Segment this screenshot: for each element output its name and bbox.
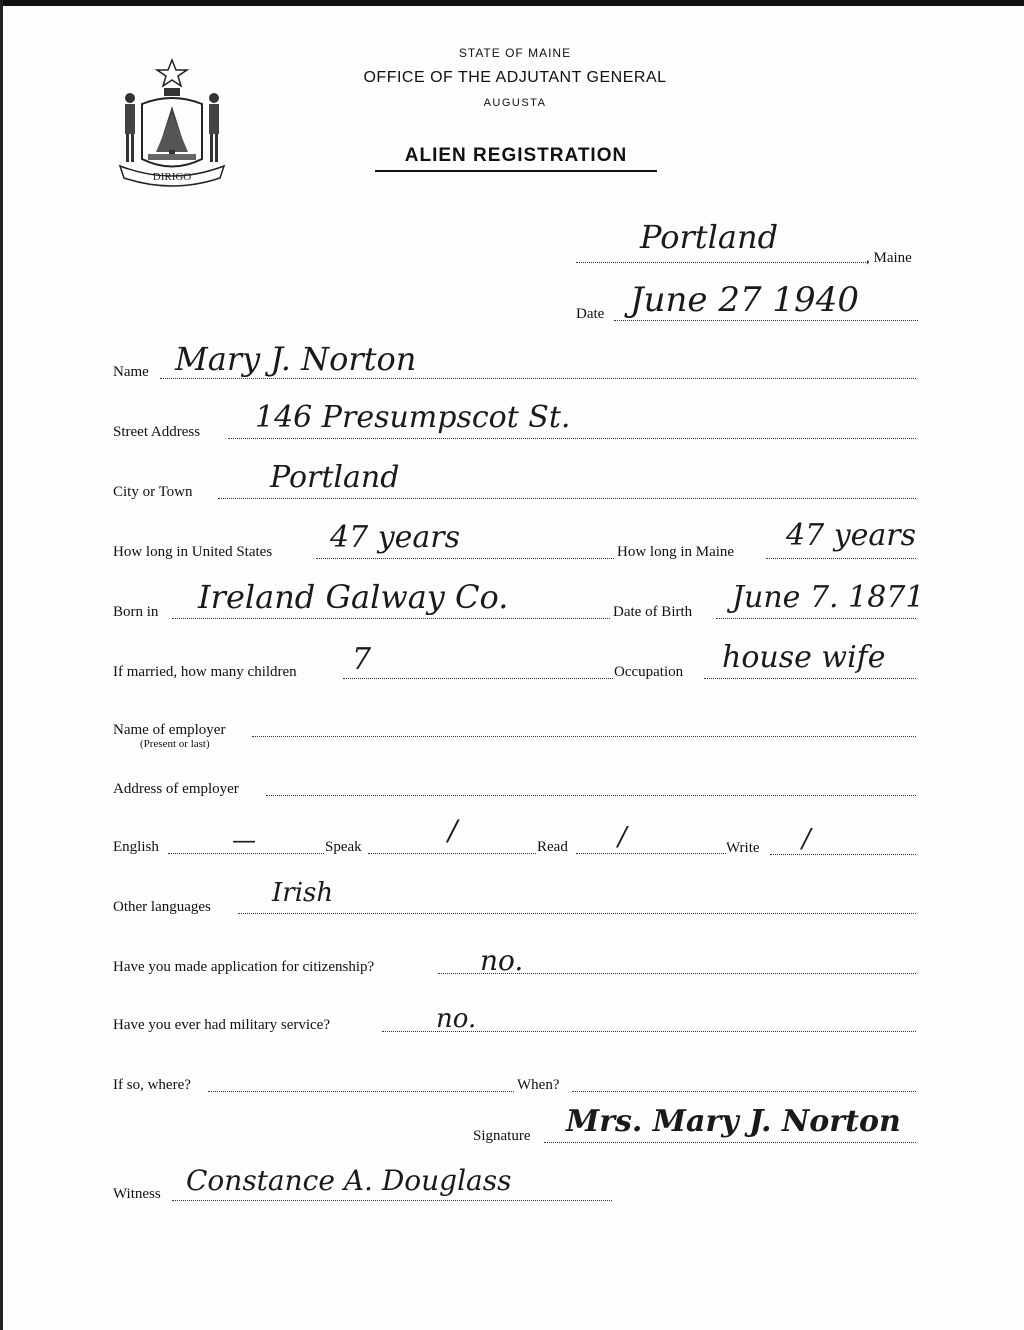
citizenship-value: no. xyxy=(480,944,524,977)
how-long-maine-value: 47 years xyxy=(786,518,917,553)
english-label: English xyxy=(113,839,159,855)
how-long-us-label: How long in United States xyxy=(113,544,273,560)
military-value: no. xyxy=(436,1004,477,1034)
children-label: If married, how many children xyxy=(113,664,297,680)
city-value: Portland xyxy=(270,460,400,495)
when-label: When? xyxy=(517,1077,560,1093)
city-line xyxy=(218,498,916,499)
employer-name-sublabel: (Present or last) xyxy=(140,738,210,750)
location-line xyxy=(576,262,868,263)
date-label: Date xyxy=(576,306,605,322)
maine-state-seal xyxy=(112,54,232,189)
location-suffix-label: , Maine xyxy=(866,250,912,266)
read-line xyxy=(576,853,726,854)
street-address-label: Street Address xyxy=(113,424,201,440)
where-label: If so, where? xyxy=(113,1077,191,1093)
when-line xyxy=(572,1091,916,1092)
occupation-line xyxy=(704,678,916,679)
read-label: Read xyxy=(537,839,568,855)
scan-edge-left xyxy=(0,0,3,1330)
write-value: / xyxy=(802,824,811,854)
other-languages-label: Other languages xyxy=(113,899,211,915)
signature-line xyxy=(544,1142,916,1143)
employer-address-label: Address of employer xyxy=(113,781,239,797)
witness-label: Witness xyxy=(113,1186,161,1202)
signature-label: Signature xyxy=(473,1128,531,1144)
header-state: STATE OF MAINE xyxy=(458,46,572,60)
scan-edge-top xyxy=(0,0,1024,6)
seal-motto: DIRIGO xyxy=(152,171,192,183)
date-line xyxy=(614,320,918,321)
name-value: Mary J. Norton xyxy=(175,340,417,378)
location-value: Portland xyxy=(640,218,779,256)
how-long-us-line xyxy=(316,558,614,559)
date-of-birth-line xyxy=(716,618,916,619)
speak-line xyxy=(368,853,536,854)
occupation-label: Occupation xyxy=(614,664,684,680)
name-label: Name xyxy=(113,364,149,380)
how-long-maine-line xyxy=(766,558,916,559)
where-line xyxy=(208,1091,514,1092)
date-of-birth-label: Date of Birth xyxy=(613,604,693,620)
name-line xyxy=(160,378,916,379)
children-line xyxy=(343,678,613,679)
form-title: ALIEN REGISTRATION xyxy=(375,145,657,172)
speak-label: Speak xyxy=(325,839,362,855)
occupation-value: house wife xyxy=(722,640,886,675)
signature-value: Mrs. Mary J. Norton xyxy=(566,1104,901,1139)
date-of-birth-value: June 7. 1871 xyxy=(732,580,925,615)
employer-address-line xyxy=(266,795,916,796)
witness-value: Constance A. Douglass xyxy=(186,1164,512,1197)
header-office: OFFICE OF THE ADJUTANT GENERAL xyxy=(363,69,667,86)
header-city: AUGUSTA xyxy=(483,97,547,109)
children-value: 7 xyxy=(352,642,372,677)
english-value: — xyxy=(232,826,256,854)
born-in-line xyxy=(172,618,610,619)
write-line xyxy=(770,854,916,855)
employer-name-label: Name of employer xyxy=(113,722,226,738)
how-long-maine-label: How long in Maine xyxy=(617,544,735,560)
born-in-value: Ireland Galway Co. xyxy=(198,578,509,616)
date-value: June 27 1940 xyxy=(630,280,859,320)
other-languages-value: Irish xyxy=(272,878,334,908)
witness-line xyxy=(172,1200,612,1201)
speak-value: / xyxy=(448,814,458,847)
street-address-value: 146 Presumpscot St. xyxy=(255,400,571,435)
city-label: City or Town xyxy=(113,484,193,500)
read-value: / xyxy=(618,822,627,852)
military-label: Have you ever had military service? xyxy=(113,1017,330,1033)
employer-name-line xyxy=(252,736,916,737)
born-in-label: Born in xyxy=(113,604,159,620)
write-label: Write xyxy=(726,840,760,856)
other-languages-line xyxy=(238,913,916,914)
how-long-us-value: 47 years xyxy=(330,520,461,555)
citizenship-label: Have you made application for citizenship? xyxy=(113,959,375,975)
street-address-line xyxy=(228,438,916,439)
